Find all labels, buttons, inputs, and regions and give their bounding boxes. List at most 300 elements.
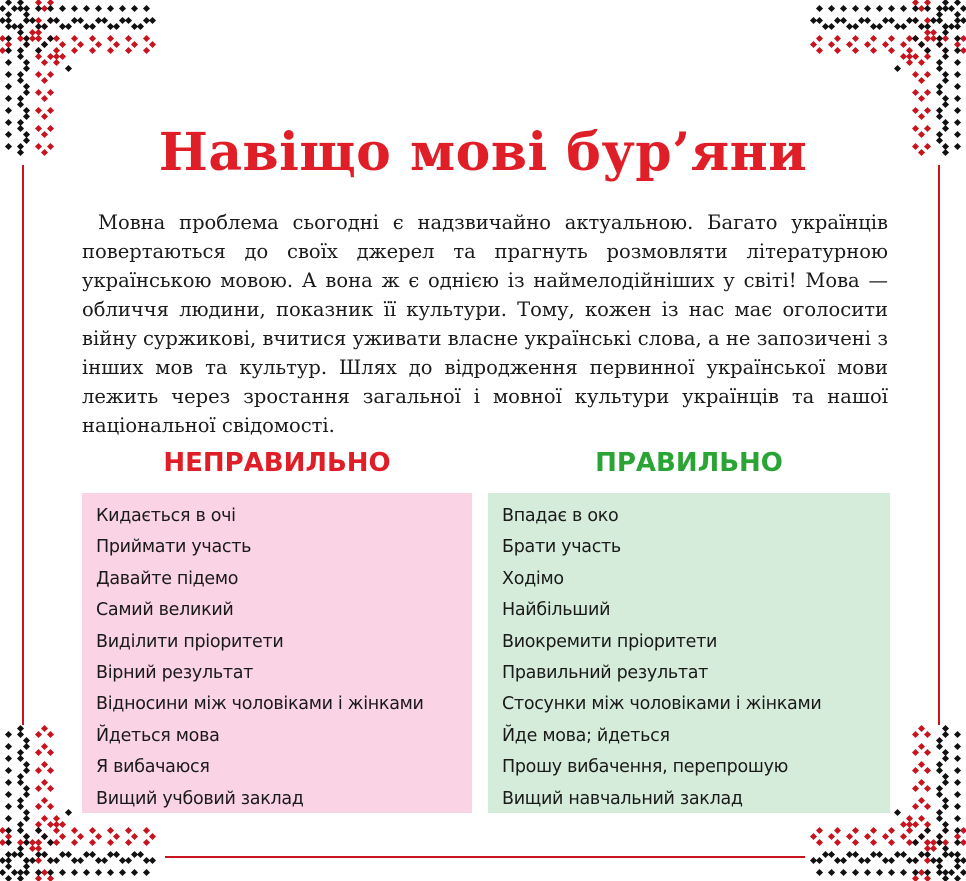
stitch — [17, 797, 24, 804]
stitch — [942, 749, 949, 756]
stitch — [41, 851, 48, 858]
stitch — [852, 839, 859, 846]
stitch — [894, 23, 901, 30]
right-usage-item: Прошу вибачення, перепрошую — [502, 757, 789, 778]
stitch — [918, 59, 925, 66]
stitch — [17, 845, 24, 852]
stitch — [59, 869, 66, 876]
stitch — [23, 89, 30, 96]
stitch — [71, 5, 78, 12]
stitch — [5, 0, 12, 6]
stitch — [71, 35, 78, 42]
stitch — [834, 827, 841, 834]
stitch — [918, 761, 925, 768]
stitch — [35, 5, 42, 12]
stitch — [11, 869, 18, 876]
stitch — [35, 767, 42, 774]
stitch — [59, 41, 66, 48]
stitch — [65, 809, 72, 816]
stitch — [912, 89, 919, 96]
stitch — [125, 47, 132, 54]
stitch — [846, 851, 853, 858]
stitch — [35, 869, 42, 876]
stitch — [113, 41, 120, 48]
stitch — [17, 101, 24, 108]
stitch — [870, 827, 877, 834]
stitch — [942, 77, 949, 84]
stitch — [143, 839, 150, 846]
stitch — [5, 779, 12, 786]
stitch — [936, 65, 943, 72]
stitch — [41, 761, 48, 768]
stitch — [41, 95, 48, 102]
stitch — [23, 5, 30, 12]
stitch — [954, 767, 961, 774]
stitch — [936, 737, 943, 744]
stitch — [5, 83, 12, 90]
stitch — [954, 83, 961, 90]
stitch — [149, 833, 156, 840]
stitch — [35, 845, 42, 852]
page-title: Навіщо мові бур’яни — [158, 122, 808, 183]
stitch — [948, 869, 955, 876]
stitch — [35, 731, 42, 738]
stitch — [5, 47, 12, 54]
stitch — [852, 47, 859, 54]
stitch — [918, 41, 925, 48]
stitch — [95, 869, 102, 876]
stitch — [77, 857, 84, 864]
stitch — [83, 869, 90, 876]
stitch — [852, 827, 859, 834]
stitch — [29, 35, 36, 42]
stitch — [107, 47, 114, 54]
stitch — [47, 767, 54, 774]
right-usage-item: Виокремити пріоритети — [502, 631, 718, 652]
stitch — [918, 851, 925, 858]
stitch — [900, 821, 907, 828]
stitch — [954, 47, 961, 54]
stitch — [954, 11, 961, 18]
stitch — [149, 857, 156, 864]
stitch — [828, 833, 835, 840]
stitch — [906, 857, 913, 864]
stitch — [5, 95, 12, 102]
right-usage-item: Найбільший — [502, 600, 611, 621]
stitch — [23, 113, 30, 120]
stitch — [816, 35, 823, 42]
stitch — [954, 755, 961, 762]
wrong-usage-item: Вищий учбовий заклад — [96, 788, 304, 809]
stitch — [125, 35, 132, 42]
stitch — [47, 869, 54, 876]
wrong-usage-item: Самий великий — [96, 600, 234, 621]
stitch — [47, 839, 54, 846]
stitch — [35, 89, 42, 96]
stitch — [5, 743, 12, 750]
stitch — [918, 833, 925, 840]
stitch — [95, 41, 102, 48]
stitch — [882, 833, 889, 840]
stitch — [936, 5, 943, 12]
stitch — [924, 71, 931, 78]
wrong-usage-item: Вірний результат — [96, 662, 254, 683]
stitch — [0, 5, 6, 12]
stitch — [954, 71, 961, 78]
stitch — [89, 851, 96, 858]
stitch — [912, 71, 919, 78]
stitch — [816, 47, 823, 54]
stitch — [143, 35, 150, 42]
stitch — [47, 5, 54, 12]
stitch — [954, 59, 961, 66]
stitch — [894, 809, 901, 816]
stitch — [5, 791, 12, 798]
stitch — [870, 839, 877, 846]
stitch — [119, 869, 126, 876]
stitch — [930, 35, 937, 42]
stitch — [131, 833, 138, 840]
stitch — [858, 17, 865, 24]
stitch — [882, 857, 889, 864]
stitch — [810, 41, 817, 48]
stitch — [5, 71, 12, 78]
stitch — [924, 803, 931, 810]
stitch — [912, 767, 919, 774]
stitch — [876, 869, 883, 876]
stitch — [834, 839, 841, 846]
stitch — [35, 785, 42, 792]
stitch — [924, 107, 931, 114]
stitch — [942, 29, 949, 36]
wrong-column-heading: НЕПРАВИЛЬНО — [163, 448, 391, 478]
stitch — [101, 17, 108, 24]
stitch — [936, 869, 943, 876]
wrong-usage-item: Приймати участь — [96, 537, 252, 558]
stitch — [65, 65, 72, 72]
stitch — [816, 5, 823, 12]
stitch — [942, 821, 949, 828]
stitch — [954, 731, 961, 738]
stitch — [834, 35, 841, 42]
stitch — [888, 827, 895, 834]
stitch — [41, 41, 48, 48]
stitch — [936, 41, 943, 48]
right-column-heading: ПРАВИЛЬНО — [595, 448, 783, 478]
stitch — [846, 23, 853, 30]
stitch — [924, 89, 931, 96]
left-border-line — [22, 165, 24, 725]
stitch — [954, 35, 961, 42]
stitch — [846, 41, 853, 48]
stitch — [23, 785, 30, 792]
stitch — [816, 827, 823, 834]
stitch — [113, 851, 120, 858]
stitch — [864, 41, 871, 48]
stitch — [900, 833, 907, 840]
stitch — [47, 731, 54, 738]
stitch — [936, 809, 943, 816]
stitch — [942, 797, 949, 804]
right-usage-list — [488, 493, 890, 813]
stitch — [71, 47, 78, 54]
stitch — [5, 839, 12, 846]
stitch — [41, 725, 48, 732]
stitch — [918, 23, 925, 30]
stitch — [107, 839, 114, 846]
stitch — [5, 35, 12, 42]
stitch — [918, 797, 925, 804]
stitch — [888, 35, 895, 42]
wrong-usage-item: Відносини між чоловіками і жінками — [96, 694, 424, 715]
stitch — [131, 41, 138, 48]
stitch — [912, 785, 919, 792]
stitch — [870, 23, 877, 30]
stitch — [107, 5, 114, 12]
right-usage-item: Брати участь — [502, 537, 621, 558]
stitch — [816, 869, 823, 876]
wrong-usage-item: Йдеться мова — [96, 725, 220, 746]
stitch — [53, 17, 60, 24]
stitch — [53, 815, 60, 822]
stitch — [954, 791, 961, 798]
stitch — [900, 5, 907, 12]
stitch — [912, 803, 919, 810]
stitch — [894, 851, 901, 858]
stitch — [810, 833, 817, 840]
right-usage-item: Йде мова; йдеться — [502, 725, 670, 746]
stitch — [71, 839, 78, 846]
stitch — [17, 29, 24, 36]
stitch — [23, 833, 30, 840]
stitch — [924, 785, 931, 792]
stitch — [47, 107, 54, 114]
right-usage-item: Ходімо — [502, 568, 564, 589]
stitch — [143, 5, 150, 12]
stitch — [41, 815, 48, 822]
stitch — [822, 851, 829, 858]
stitch — [29, 839, 36, 846]
stitch — [53, 59, 60, 66]
stitch — [47, 785, 54, 792]
stitch — [5, 11, 12, 18]
stitch — [954, 839, 961, 846]
stitch — [834, 17, 841, 24]
stitch — [89, 35, 96, 42]
stitch — [23, 869, 30, 876]
stitch — [810, 857, 817, 864]
stitch — [35, 749, 42, 756]
stitch — [41, 23, 48, 30]
stitch — [47, 803, 54, 810]
right-usage-item: Вищий навчальний заклад — [502, 788, 743, 809]
stitch — [864, 5, 871, 12]
stitch — [5, 23, 12, 30]
stitch — [89, 23, 96, 30]
stitch — [918, 77, 925, 84]
stitch — [5, 731, 12, 738]
stitch — [131, 869, 138, 876]
stitch — [936, 833, 943, 840]
stitch — [17, 725, 24, 732]
stitch — [882, 41, 889, 48]
stitch — [65, 23, 72, 30]
stitch — [828, 5, 835, 12]
stitch — [894, 65, 901, 72]
stitch — [5, 863, 12, 870]
stitch — [5, 59, 12, 66]
stitch — [17, 77, 24, 84]
stitch — [822, 23, 829, 30]
stitch — [41, 113, 48, 120]
stitch — [930, 857, 937, 864]
stitch — [5, 755, 12, 762]
stitch — [936, 113, 943, 120]
stitch — [89, 47, 96, 54]
stitch — [828, 869, 835, 876]
stitch — [924, 5, 931, 12]
stitch — [888, 47, 895, 54]
stitch — [918, 743, 925, 750]
wrong-usage-item: Давайте підемо — [96, 568, 239, 589]
stitch — [23, 65, 30, 72]
stitch — [77, 41, 84, 48]
stitch — [954, 779, 961, 786]
stitch — [846, 833, 853, 840]
stitch — [888, 869, 895, 876]
stitch — [47, 749, 54, 756]
stitch — [5, 107, 12, 114]
stitch — [810, 17, 817, 24]
wrong-usage-item: Я вибачаюся — [96, 757, 210, 778]
stitch — [936, 761, 943, 768]
stitch — [882, 17, 889, 24]
stitch — [41, 779, 48, 786]
right-usage-item: Правильний результат — [502, 662, 709, 683]
stitch — [954, 815, 961, 822]
stitch — [960, 5, 966, 12]
stitch — [834, 47, 841, 54]
stitch — [900, 41, 907, 48]
stitch — [912, 107, 919, 114]
stitch — [876, 5, 883, 12]
stitch — [143, 827, 150, 834]
stitch — [5, 803, 12, 810]
stitch — [960, 869, 966, 876]
stitch — [924, 47, 931, 54]
stitch — [888, 5, 895, 12]
stitch — [125, 857, 132, 864]
stitch — [41, 77, 48, 84]
stitch — [5, 815, 12, 822]
stitch — [912, 731, 919, 738]
stitch — [125, 17, 132, 24]
stitch — [59, 5, 66, 12]
stitch — [5, 827, 12, 834]
stitch — [143, 869, 150, 876]
stitch — [942, 53, 949, 60]
stitch — [900, 869, 907, 876]
stitch — [870, 47, 877, 54]
stitch — [53, 857, 60, 864]
stitch — [35, 29, 42, 36]
stitch — [41, 743, 48, 750]
stitch — [35, 71, 42, 78]
stitch — [23, 761, 30, 768]
stitch — [924, 827, 931, 834]
stitch — [906, 59, 913, 66]
stitch — [906, 17, 913, 24]
stitch — [23, 41, 30, 48]
stitch — [65, 851, 72, 858]
right-border-line — [938, 165, 940, 725]
stitch — [954, 863, 961, 870]
stitch — [119, 5, 126, 12]
stitch — [864, 833, 871, 840]
stitch — [137, 23, 144, 30]
stitch — [840, 5, 847, 12]
stitch — [77, 17, 84, 24]
stitch — [954, 827, 961, 834]
stitch — [35, 47, 42, 54]
stitch — [954, 0, 961, 6]
wrong-usage-item: Виділити пріоритети — [96, 631, 284, 652]
stitch — [888, 839, 895, 846]
stitch — [47, 89, 54, 96]
stitch — [107, 35, 114, 42]
stitch — [852, 35, 859, 42]
wrong-usage-item: Кидається в очі — [96, 506, 236, 526]
stitch — [828, 41, 835, 48]
stitch — [918, 113, 925, 120]
stitch — [942, 845, 949, 852]
stitch — [906, 815, 913, 822]
stitch — [912, 35, 919, 42]
stitch — [41, 833, 48, 840]
stitch — [101, 857, 108, 864]
stitch — [17, 773, 24, 780]
stitch — [71, 869, 78, 876]
stitch — [912, 839, 919, 846]
stitch — [95, 5, 102, 12]
stitch — [912, 5, 919, 12]
stitch — [5, 767, 12, 774]
stitch — [23, 809, 30, 816]
stitch — [924, 29, 931, 36]
stitch — [834, 857, 841, 864]
stitch — [954, 851, 961, 858]
stitch — [29, 857, 36, 864]
stitch — [59, 833, 66, 840]
bottom-border-line — [165, 856, 805, 858]
stitch — [900, 53, 907, 60]
stitch — [41, 797, 48, 804]
stitch — [35, 107, 42, 114]
stitch — [942, 773, 949, 780]
stitch — [23, 737, 30, 744]
stitch — [107, 869, 114, 876]
stitch — [942, 101, 949, 108]
stitch — [17, 821, 24, 828]
stitch — [47, 35, 54, 42]
stitch — [912, 749, 919, 756]
right-usage-item: Стосунки між чоловіками і жінками — [502, 694, 822, 715]
intro-paragraph: Мовна проблема сьогодні є надзвичайно актуальною. Багато українців повертаються до своїх джерел та прагнуть розмовляти літературною українською мовою. А вона ж є однією із наймелодійніших у світі! Мова — обличчя людини, показник її культури. Тому, кожен із нас має оголосити війну суржикові, вчитися уживати власне українські слова, а не запозичені з інших мов та культур. Шлях до відродження первинної української мови лежить через зростання загальної і мовної культури українців та нашої національної свідомості. — [82, 211, 888, 437]
stitch — [912, 869, 919, 876]
stitch — [95, 833, 102, 840]
stitch — [29, 17, 36, 24]
stitch — [0, 869, 6, 876]
